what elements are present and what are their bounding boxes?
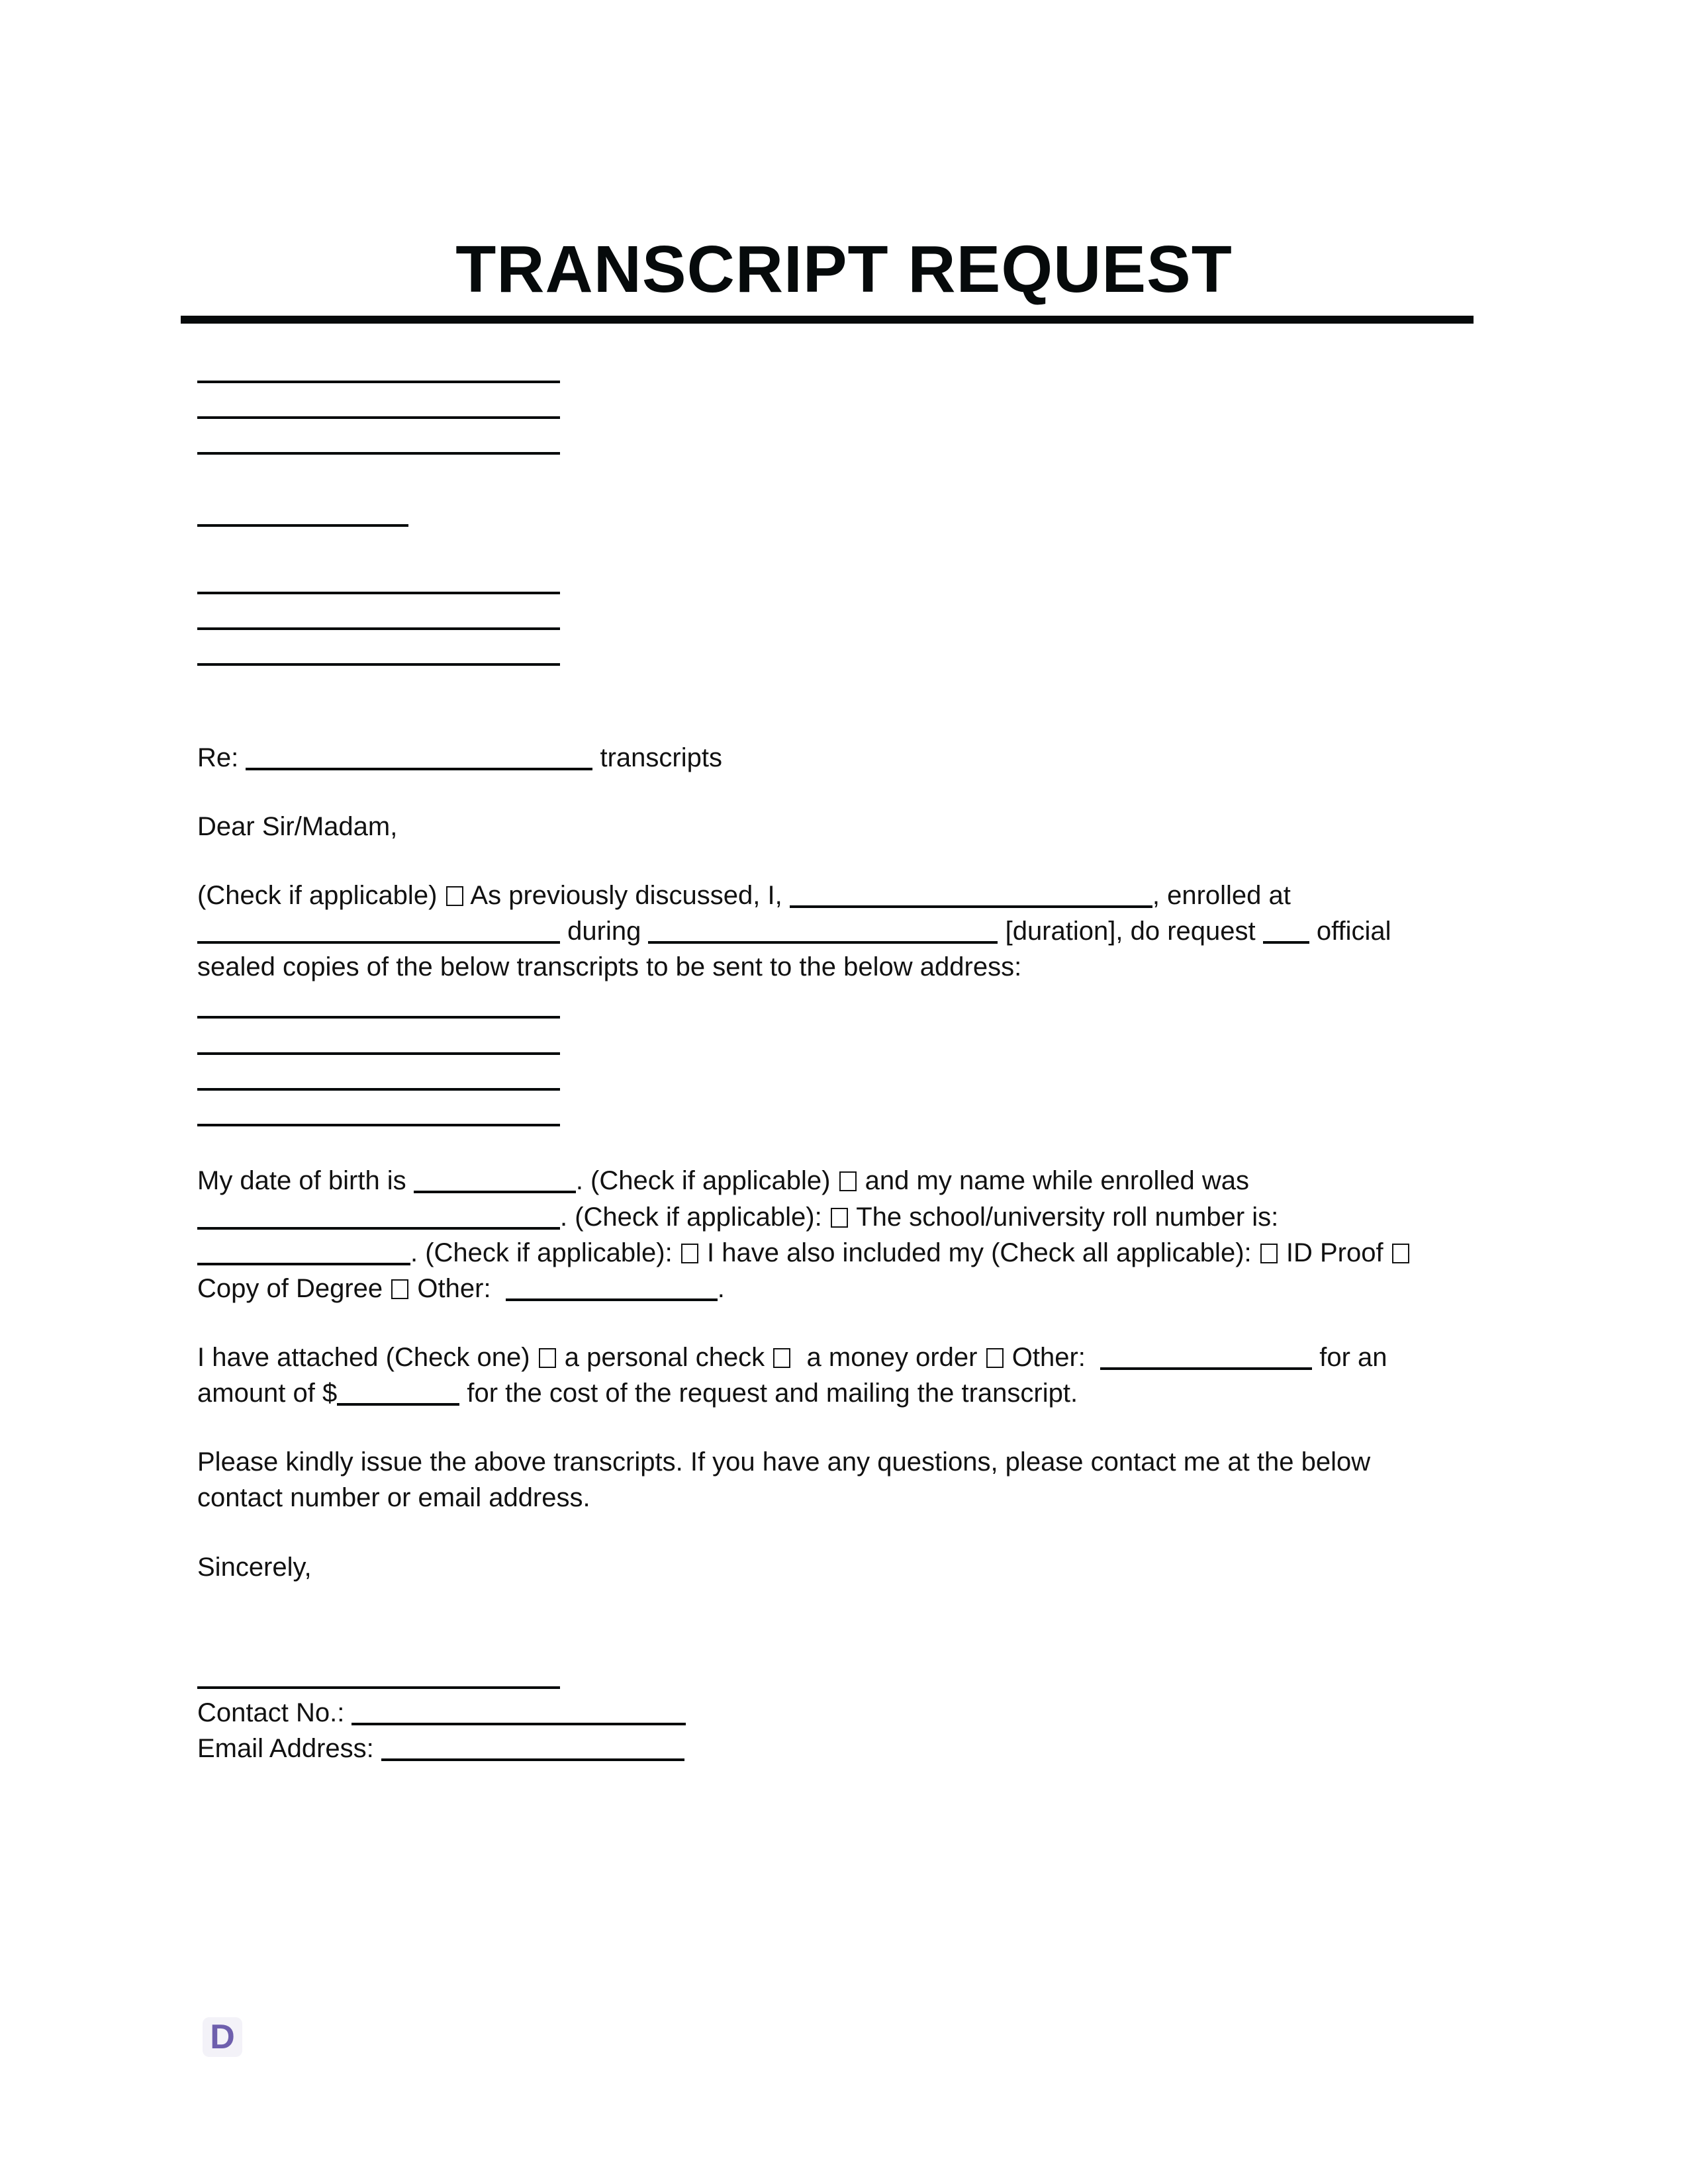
email-address-label: Email Address: bbox=[197, 1734, 374, 1763]
re-suffix: transcripts bbox=[600, 743, 722, 772]
recipient-address-line-1[interactable] bbox=[197, 592, 560, 594]
money-order-label: a money order bbox=[806, 1343, 978, 1372]
amount-label: amount of $ bbox=[197, 1379, 338, 1408]
duration-field[interactable] bbox=[648, 917, 998, 944]
former-name-field[interactable] bbox=[197, 1203, 560, 1230]
for-an-label: for an bbox=[1319, 1343, 1387, 1372]
check-if-applicable-label: . (Check if applicable): bbox=[560, 1203, 822, 1232]
date-of-birth-field[interactable] bbox=[414, 1167, 576, 1193]
paragraph1-line3: sealed copies of the below transcripts to be sent to the below address: bbox=[197, 952, 1022, 981]
do-request-label: [duration], do request bbox=[1005, 917, 1256, 946]
paragraph2-line4 bbox=[197, 1271, 725, 1306]
document-title: TRANSCRIPT REQUEST bbox=[455, 232, 1233, 306]
copy-of-degree-label: Copy of Degree bbox=[197, 1274, 383, 1303]
previously-discussed-checkbox[interactable] bbox=[446, 886, 463, 906]
paragraph2-line3 bbox=[197, 1235, 1411, 1271]
re-line bbox=[197, 740, 722, 776]
mailing-address-line-2[interactable] bbox=[197, 1052, 560, 1055]
money-order-checkbox[interactable] bbox=[773, 1348, 790, 1368]
roll-number-label: The school/university roll number is: bbox=[856, 1203, 1279, 1232]
amount-field[interactable] bbox=[337, 1379, 459, 1406]
mailing-address-line-3[interactable] bbox=[197, 1088, 560, 1091]
re-subject-field[interactable] bbox=[246, 744, 592, 770]
former-name-checkbox[interactable] bbox=[839, 1171, 857, 1191]
contact-number-field[interactable] bbox=[352, 1699, 686, 1725]
contact-number-label: Contact No.: bbox=[197, 1698, 345, 1727]
copy-of-degree-checkbox[interactable] bbox=[1392, 1244, 1409, 1263]
re-prefix: Re: bbox=[197, 743, 239, 772]
amount-purpose-label: for the cost of the request and mailing the transcript. bbox=[467, 1379, 1078, 1408]
other-document-field[interactable] bbox=[506, 1275, 718, 1301]
student-name-field[interactable] bbox=[790, 882, 1152, 908]
included-documents-label: I have also included my (Check all applicable): bbox=[706, 1238, 1252, 1267]
paragraph1-line2 bbox=[197, 913, 1391, 949]
check-if-applicable-label: (Check if applicable) bbox=[197, 881, 438, 910]
brand-logo bbox=[203, 2017, 242, 2057]
closing: Sincerely, bbox=[197, 1553, 312, 1582]
during-label: during bbox=[567, 917, 641, 946]
sender-address-line-1[interactable] bbox=[197, 381, 560, 383]
signature-line[interactable] bbox=[197, 1686, 560, 1689]
payment-method-label: I have attached (Check one) bbox=[197, 1343, 530, 1372]
personal-check-label: a personal check bbox=[564, 1343, 765, 1372]
title-divider bbox=[181, 316, 1474, 324]
id-proof-label: ID Proof bbox=[1286, 1238, 1383, 1267]
other-payment-label: Other: bbox=[1011, 1343, 1086, 1372]
former-name-label: and my name while enrolled was bbox=[865, 1166, 1249, 1195]
logo-letter-icon: D bbox=[210, 2018, 235, 2056]
personal-check-checkbox[interactable] bbox=[539, 1348, 556, 1368]
check-if-applicable-label: . (Check if applicable) bbox=[575, 1166, 831, 1195]
sender-address-line-3[interactable] bbox=[197, 452, 560, 455]
included-documents-checkbox[interactable] bbox=[681, 1244, 698, 1263]
check-if-applicable-label: . (Check if applicable): bbox=[410, 1238, 673, 1267]
other-document-label: Other: bbox=[417, 1274, 491, 1303]
roll-number-field[interactable] bbox=[197, 1239, 410, 1265]
id-proof-checkbox[interactable] bbox=[1260, 1244, 1278, 1263]
paragraph3-line1 bbox=[197, 1340, 1387, 1375]
paragraph3-line2 bbox=[197, 1375, 1078, 1411]
period: . bbox=[717, 1274, 725, 1303]
recipient-address-line-3[interactable] bbox=[197, 663, 560, 666]
date-field[interactable] bbox=[197, 524, 408, 527]
other-payment-checkbox[interactable] bbox=[986, 1348, 1004, 1368]
paragraph4-line1: Please kindly issue the above transcripts. If you have any questions, please contact me at the below bbox=[197, 1447, 1371, 1477]
other-payment-field[interactable] bbox=[1100, 1343, 1312, 1370]
contact-number-row bbox=[197, 1695, 686, 1731]
dob-label: My date of birth is bbox=[197, 1166, 406, 1195]
institution-field[interactable] bbox=[197, 917, 560, 944]
official-label: official bbox=[1316, 917, 1391, 946]
previously-discussed-label: As previously discussed, I, bbox=[470, 881, 782, 910]
roll-number-checkbox[interactable] bbox=[831, 1208, 848, 1228]
other-document-checkbox[interactable] bbox=[391, 1279, 408, 1299]
copies-count-field[interactable] bbox=[1263, 917, 1309, 944]
mailing-address-line-1[interactable] bbox=[197, 1016, 560, 1019]
paragraph2-line2 bbox=[197, 1199, 1278, 1235]
email-address-row bbox=[197, 1731, 684, 1766]
salutation: Dear Sir/Madam, bbox=[197, 812, 398, 841]
recipient-address-line-2[interactable] bbox=[197, 627, 560, 630]
paragraph1-line1 bbox=[197, 878, 1291, 913]
enrolled-at-label: , enrolled at bbox=[1152, 881, 1291, 910]
paragraph4-line2: contact number or email address. bbox=[197, 1483, 590, 1512]
sender-address-line-2[interactable] bbox=[197, 416, 560, 419]
paragraph2-line1 bbox=[197, 1163, 1249, 1199]
mailing-address-line-4[interactable] bbox=[197, 1124, 560, 1126]
email-address-field[interactable] bbox=[381, 1735, 684, 1761]
